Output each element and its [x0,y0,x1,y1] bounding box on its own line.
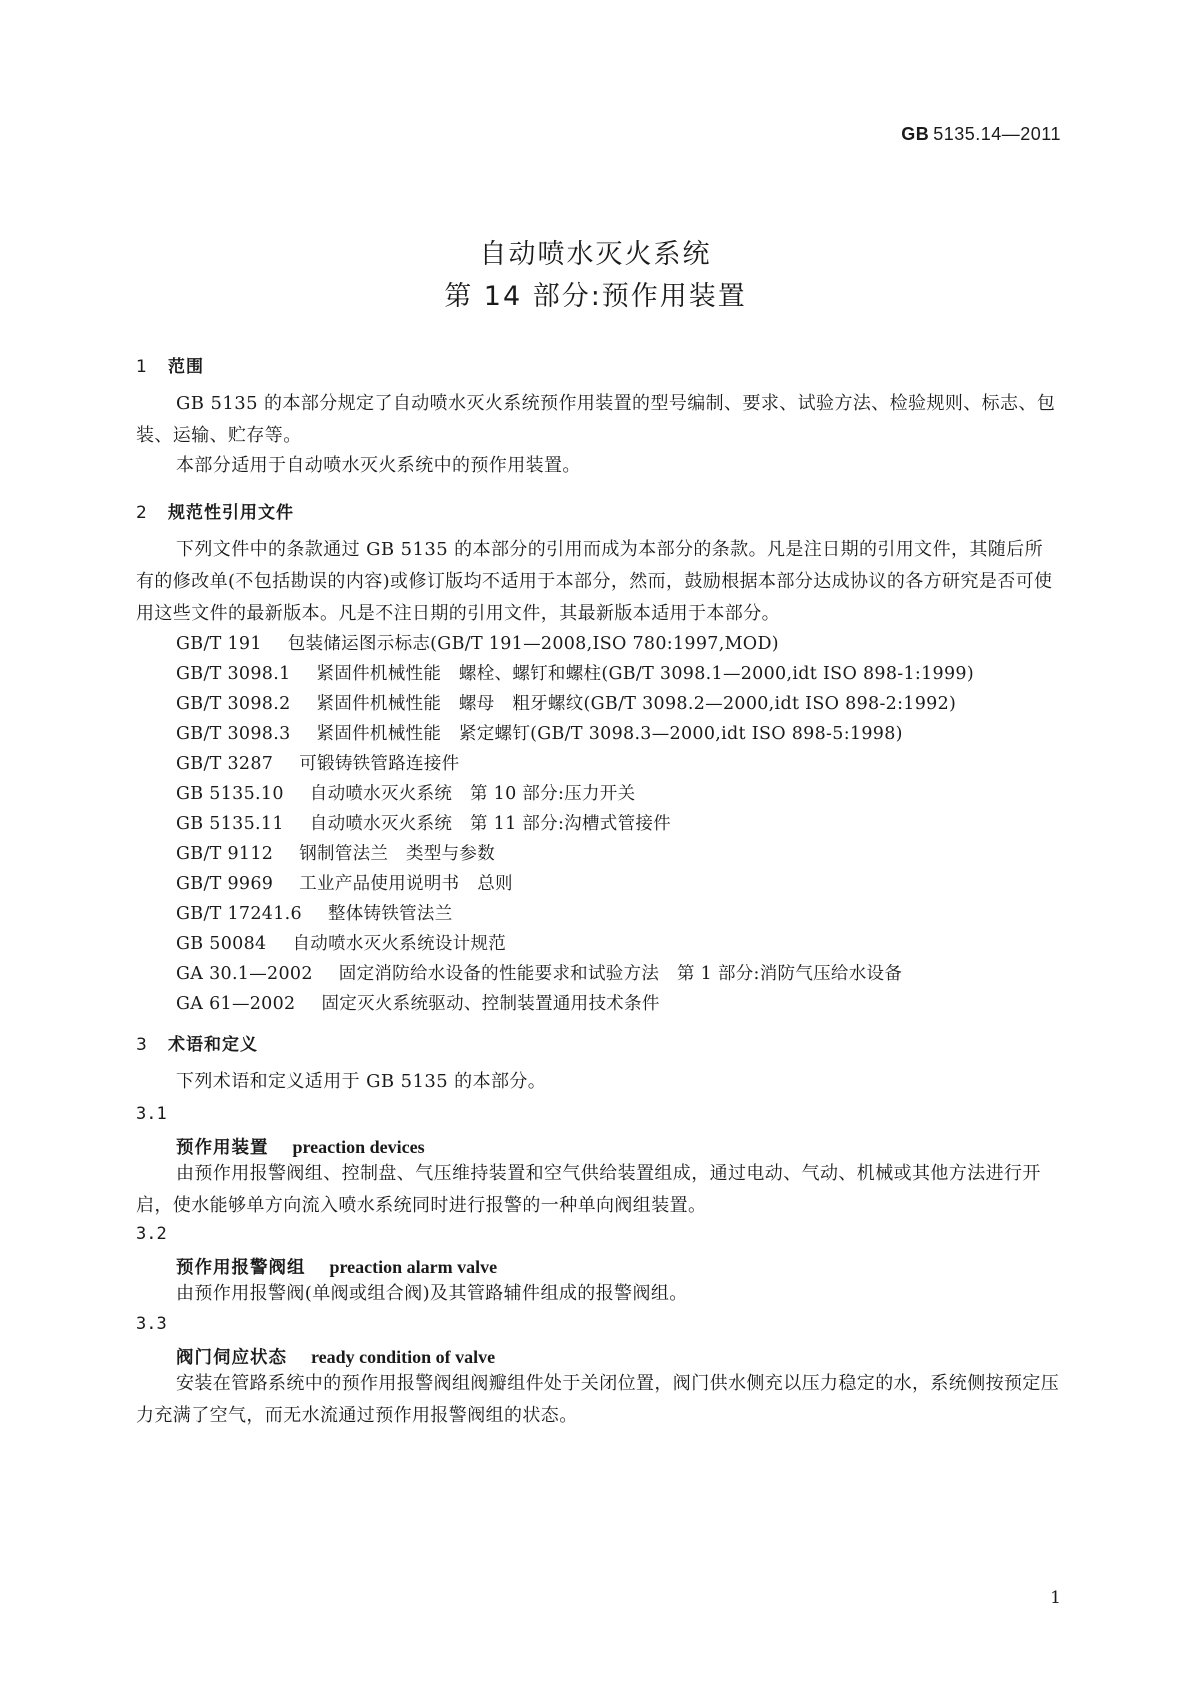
reference-code: GB 50084 [176,934,267,954]
reference-code: GB/T 3098.2 [176,694,291,714]
reference-title: 固定灭火系统驱动、控制装置通用技术条件 [321,994,660,1014]
reference-code: GB 5135.11 [176,814,284,834]
reference-title: 紧固件机械性能 螺栓、螺钉和螺柱(GB/T 3098.1—2000,idt ISO 898-1:1999) [316,664,974,684]
reference-item [176,720,903,745]
section-heading-normative-references [136,498,294,523]
clause-number: 3.3 [136,1314,167,1334]
reference-item [176,630,779,655]
reference-code: GB/T 3098.3 [176,724,291,744]
section-heading-terms-definitions [136,1030,258,1055]
references-intro: 下列文件中的条款通过 GB 5135 的本部分的引用而成为本部分的条款。凡是注日期的引用文件，其随后所有的修改单(不包括勘误的内容)或修订版均不适用于本部分，然而，鼓励根据本部分达成协议的各方研究是否可使用这些文件的最新版本。凡是不注日期的引用文件，其最新版本适用于本部分。 [136,539,1053,624]
page-number: 1 [1050,1588,1061,1608]
reference-title: 包装储运图示标志(GB/T 191—2008,ISO 780:1997,MOD) [287,634,779,654]
section-title: 范围 [168,357,204,377]
term-chinese: 阀门伺应状态 [176,1348,287,1368]
term-heading [176,1344,495,1369]
reference-code: GB/T 191 [176,634,262,654]
reference-item [176,690,956,715]
reference-code: GB/T 9969 [176,874,274,894]
reference-item [176,870,513,895]
term-definition: 由预作用报警阀组、控制盘、气压维持装置和空气供给装置组成，通过电动、气动、机械或其他方法进行开启，使水能够单方向流入喷水系统同时进行报警的一种单向阀组装置。 [136,1163,1041,1216]
term-definition: 安装在管路系统中的预作用报警阀组阀瓣组件处于关闭位置，阀门供水侧充以压力稳定的水，系统侧按预定压力充满了空气，而无水流通过预作用报警阀组的状态。 [136,1373,1060,1426]
scope-paragraph-1: GB 5135 的本部分规定了自动喷水灭火系统预作用装置的型号编制、要求、试验方法、检验规则、标志、包装、运输、贮存等。 [136,393,1056,446]
document-title-line1: 自动喷水灭火系统 [479,239,712,270]
reference-title: 工业产品使用说明书 总则 [299,874,513,894]
reference-code: GB/T 3287 [176,754,274,774]
reference-title: 钢制管法兰 类型与参数 [299,844,496,864]
section-title: 规范性引用文件 [168,503,294,523]
reference-code: GB 5135.10 [176,784,284,804]
term-english: preaction devices [292,1137,425,1157]
reference-code: GB/T 17241.6 [176,904,302,924]
section-title: 术语和定义 [168,1035,258,1055]
term-chinese: 预作用装置 [176,1138,269,1158]
terms-intro: 下列术语和定义适用于 GB 5135 的本部分。 [176,1071,547,1092]
section-heading-scope [136,352,204,377]
reference-title: 整体铸铁管法兰 [327,904,453,924]
reference-title: 固定消防给水设备的性能要求和试验方法 第 1 部分:消防气压给水设备 [338,964,903,984]
scope-paragraph-2: 本部分适用于自动喷水灭火系统中的预作用装置。 [176,455,581,476]
reference-title: 自动喷水灭火系统 第 10 部分:压力开关 [309,784,636,804]
term-heading [176,1254,497,1279]
reference-item [176,750,459,775]
reference-item [176,840,495,865]
reference-item [176,660,974,685]
reference-item [176,960,902,985]
reference-title: 可锻铸铁管路连接件 [299,754,460,774]
reference-title: 紧固件机械性能 紧定螺钉(GB/T 3098.3—2000,idt ISO 898-5:1998) [316,724,903,744]
reference-code: GA 61—2002 [176,994,296,1014]
term-english: ready condition of valve [311,1347,496,1367]
reference-item [176,990,660,1015]
clause-number: 3.1 [136,1104,167,1124]
reference-code: GA 30.1—2002 [176,964,313,984]
reference-item [176,810,671,835]
term-chinese: 预作用报警阀组 [176,1258,306,1278]
reference-item [176,900,453,925]
reference-title: 自动喷水灭火系统设计规范 [292,934,507,954]
reference-code: GB/T 3098.1 [176,664,291,684]
section-number: 2 [136,503,148,523]
standard-code [901,124,1061,145]
section-number: 1 [136,357,148,377]
term-heading [176,1134,425,1159]
term-english: preaction alarm valve [329,1257,498,1277]
term-definition: 由预作用报警阀(单阀或组合阀)及其管路辅件组成的报警阀组。 [176,1283,688,1304]
reference-code: GB/T 9112 [176,844,274,864]
standard-number: 5135.14—2011 [933,124,1061,144]
document-title-line2: 第 14 部分:预作用装置 [444,281,747,312]
reference-title: 自动喷水灭火系统 第 11 部分:沟槽式管接件 [309,814,671,834]
section-number: 3 [136,1035,148,1055]
clause-number: 3.2 [136,1224,167,1244]
reference-item [176,780,635,805]
reference-title: 紧固件机械性能 螺母 粗牙螺纹(GB/T 3098.2—2000,idt ISO 898-2:1992) [316,694,957,714]
reference-item [176,930,506,955]
standard-prefix: GB [901,124,930,144]
